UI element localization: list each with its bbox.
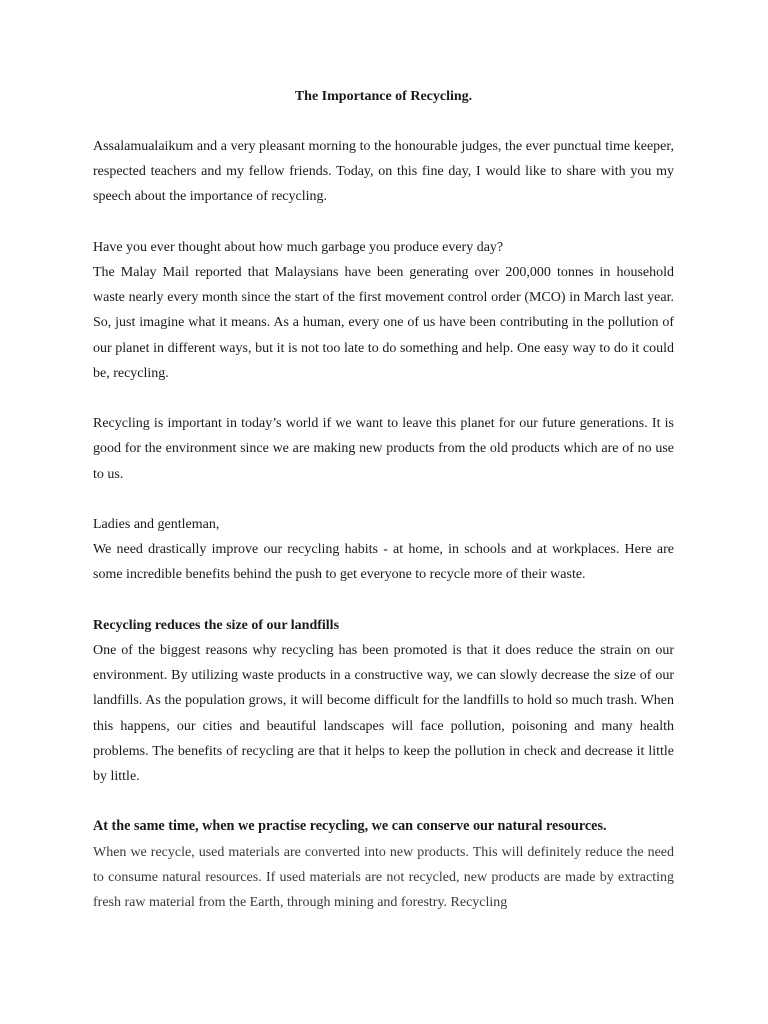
section-heading-resources: At the same time, when we practise recycling, we can conserve our natural resources. xyxy=(93,818,607,835)
paragraph-malay-mail: The Malay Mail reported that Malaysians have been generating over 200,000 tonnes in household waste nearly every month since the start of the first movement control order (MCO) in March last year. So, just imagine what it means. As a human, every one of us have been contributing in the pollution of our planet in different ways, but it is not too late to do something and help. One easy way to do it could be, recycling. xyxy=(93,265,674,381)
paragraph-intro: Assalamualaikum and a very pleasant morning to the honourable judges, the ever punctual time keeper, respected teachers and my fellow friends. Today, on this fine day, I would like to share with you my speech about the importance of recycling. xyxy=(93,139,674,205)
paragraph-spacer xyxy=(93,588,674,613)
paragraph-spacer xyxy=(93,210,674,235)
section-heading-landfills: Recycling reduces the size of our landfills xyxy=(93,617,340,633)
paragraph-improve: We need drastically improve our recycling habits - at home, in schools and at workplaces. Here are some incredible benefits behind the push to get everyone to recycle more of their waste. xyxy=(93,542,674,583)
paragraph-spacer xyxy=(93,386,674,411)
paragraph-resources: When we recycle, used materials are converted into new products. This will definitely reduce the need to consume natural resources. If used materials are not recycled, new products are made by extracting fresh raw material from the Earth, through mining and forestry. Recycling xyxy=(93,844,674,911)
paragraph-spacer xyxy=(93,487,674,512)
paragraph-important: Recycling is important in today’s world if we want to leave this planet for our future generations. It is good for the environment since we are making new products from the old products which are of no use to us. xyxy=(93,416,674,482)
document-title: The Importance of Recycling. xyxy=(294,89,473,104)
paragraph-question: Have you ever thought about how much garbage you produce every day? xyxy=(93,239,504,255)
paragraph-landfills: One of the biggest reasons why recycling has been promoted is that it does reduce the strain on our environment. By utilizing waste products in a constructive way, we can slowly decrease the size of our landfills. As the population grows, it will become difficult for the landfills to hold so much trash. When this happens, our cities and beautiful landscapes will face pollution, poisoning and many health problems. The benefits of recycling are that it helps to keep the pollution in check and decrease it little by little. xyxy=(93,643,674,785)
paragraph-greeting: Ladies and gentleman, xyxy=(93,517,220,532)
paragraph-spacer xyxy=(93,789,674,814)
